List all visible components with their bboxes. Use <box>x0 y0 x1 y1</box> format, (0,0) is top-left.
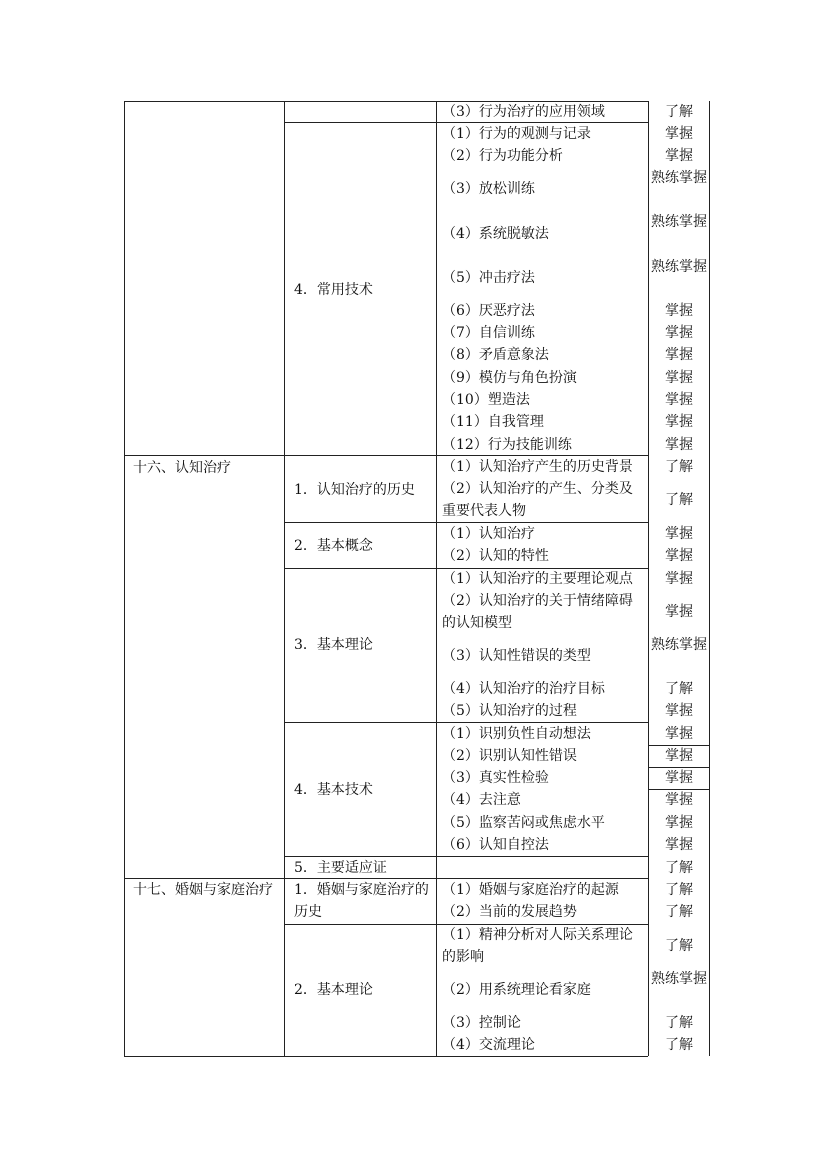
content-item: （4）交流理论 <box>442 1037 535 1053</box>
topic-label: 1．婚姻与家庭治疗的历史 <box>294 882 429 920</box>
level-value: 掌握 <box>665 571 693 587</box>
col-border-2 <box>436 101 437 1056</box>
content-item: （12）行为技能训练 <box>442 437 572 453</box>
topic-label: 2．基本理论 <box>294 982 373 998</box>
level-value: 了解 <box>665 492 693 508</box>
content-item: （2）行为功能分析 <box>442 148 563 164</box>
level-value: 掌握 <box>665 347 693 363</box>
row-sep <box>284 856 648 857</box>
level-value: 掌握 <box>665 726 693 742</box>
content-item: （5）冲击疗法 <box>442 270 535 286</box>
col-border-left <box>124 101 125 1056</box>
content-item: （2）识别认知性错误 <box>442 748 577 764</box>
content-item: （3）放松训练 <box>442 181 535 197</box>
level-value: 熟练掌握 <box>651 637 707 653</box>
level-value: 掌握 <box>665 837 693 853</box>
level-value: 了解 <box>665 1037 693 1053</box>
content-item: （2）认知治疗的关于情绪障碍的认知模型 <box>442 593 633 631</box>
section-label: 十六、认知治疗 <box>133 460 231 476</box>
level-value: 掌握 <box>665 126 693 142</box>
content-item: （1）识别负性自动想法 <box>442 726 591 742</box>
level-value: 了解 <box>665 904 693 920</box>
level-value: 掌握 <box>665 815 693 831</box>
content-item: （3）控制论 <box>442 1015 521 1031</box>
content-item: （2）认知的特性 <box>442 548 549 564</box>
content-item: （1）认知治疗产生的历史背景 <box>442 459 633 475</box>
level-value: 掌握 <box>665 325 693 341</box>
section-label: 十七、婚姻与家庭治疗 <box>133 882 273 898</box>
level-value: 熟练掌握 <box>651 259 707 275</box>
level-value: 掌握 <box>665 414 693 430</box>
col-border-1 <box>284 101 285 1056</box>
level-value: 掌握 <box>665 526 693 542</box>
level-value: 了解 <box>665 104 693 120</box>
content-item: （2）当前的发展趋势 <box>442 904 577 920</box>
level-value: 掌握 <box>665 792 693 808</box>
level-value: 熟练掌握 <box>651 971 707 987</box>
content-item: （1）行为的观测与记录 <box>442 126 591 142</box>
level-value: 了解 <box>665 681 693 697</box>
topic-label: 4．常用技术 <box>294 282 373 298</box>
content-item: （4）去注意 <box>442 792 521 808</box>
content-item: （3）真实性检验 <box>442 770 549 786</box>
level-value: 了解 <box>665 459 693 475</box>
level-value: 掌握 <box>665 392 693 408</box>
level-value: 掌握 <box>665 370 693 386</box>
content-item: （5）认知治疗的过程 <box>442 703 577 719</box>
level-value: 了解 <box>665 860 693 876</box>
level-value: 掌握 <box>665 604 693 620</box>
content-item: （1）婚姻与家庭治疗的起源 <box>442 882 619 898</box>
content-item: （8）矛盾意象法 <box>442 347 549 363</box>
content-item: （3）认知性错误的类型 <box>442 648 591 664</box>
content-item: （5）监察苦闷或焦虑水平 <box>442 815 605 831</box>
content-item: （7）自信训练 <box>442 325 535 341</box>
level-value: 掌握 <box>665 437 693 453</box>
topic-label: 1．认知治疗的历史 <box>294 482 415 498</box>
level-value: 掌握 <box>665 770 693 786</box>
content-item: （1）认知治疗的主要理论观点 <box>442 571 633 587</box>
level-value: 了解 <box>665 882 693 898</box>
level-value: 了解 <box>665 1015 693 1031</box>
content-item: （2）认知治疗的产生、分类及重要代表人物 <box>442 481 633 519</box>
content-item: （1）精神分析对人际关系理论的影响 <box>442 927 633 965</box>
level-value: 熟练掌握 <box>651 214 707 230</box>
content-item: （2）用系统理论看家庭 <box>442 982 591 998</box>
topic-label: 5．主要适应证 <box>294 860 387 876</box>
topic-label: 4．基本技术 <box>294 782 373 798</box>
level-value: 掌握 <box>665 748 693 764</box>
content-item: （3）行为治疗的应用领域 <box>442 104 605 120</box>
content-item: （6）厌恶疗法 <box>442 303 535 319</box>
topic-label: 2．基本概念 <box>294 538 373 554</box>
level-value: 熟练掌握 <box>651 170 707 186</box>
level-value: 掌握 <box>665 703 693 719</box>
topic-label: 3．基本理论 <box>294 637 373 653</box>
content-item: （1）认知治疗 <box>442 526 535 542</box>
level-value: 掌握 <box>665 548 693 564</box>
level-value: 掌握 <box>665 148 693 164</box>
content-item: （11）自我管理 <box>442 414 544 430</box>
content-item: （10）塑造法 <box>442 392 530 408</box>
content-item: （9）模仿与角色扮演 <box>442 370 577 386</box>
table-bottom-border <box>124 1056 648 1057</box>
level-value: 掌握 <box>665 303 693 319</box>
level-value: 了解 <box>665 938 693 954</box>
content-item: （4）认知治疗的治疗目标 <box>442 681 605 697</box>
content-item: （6）认知自控法 <box>442 837 549 853</box>
content-item: （4）系统脱敏法 <box>442 226 549 242</box>
